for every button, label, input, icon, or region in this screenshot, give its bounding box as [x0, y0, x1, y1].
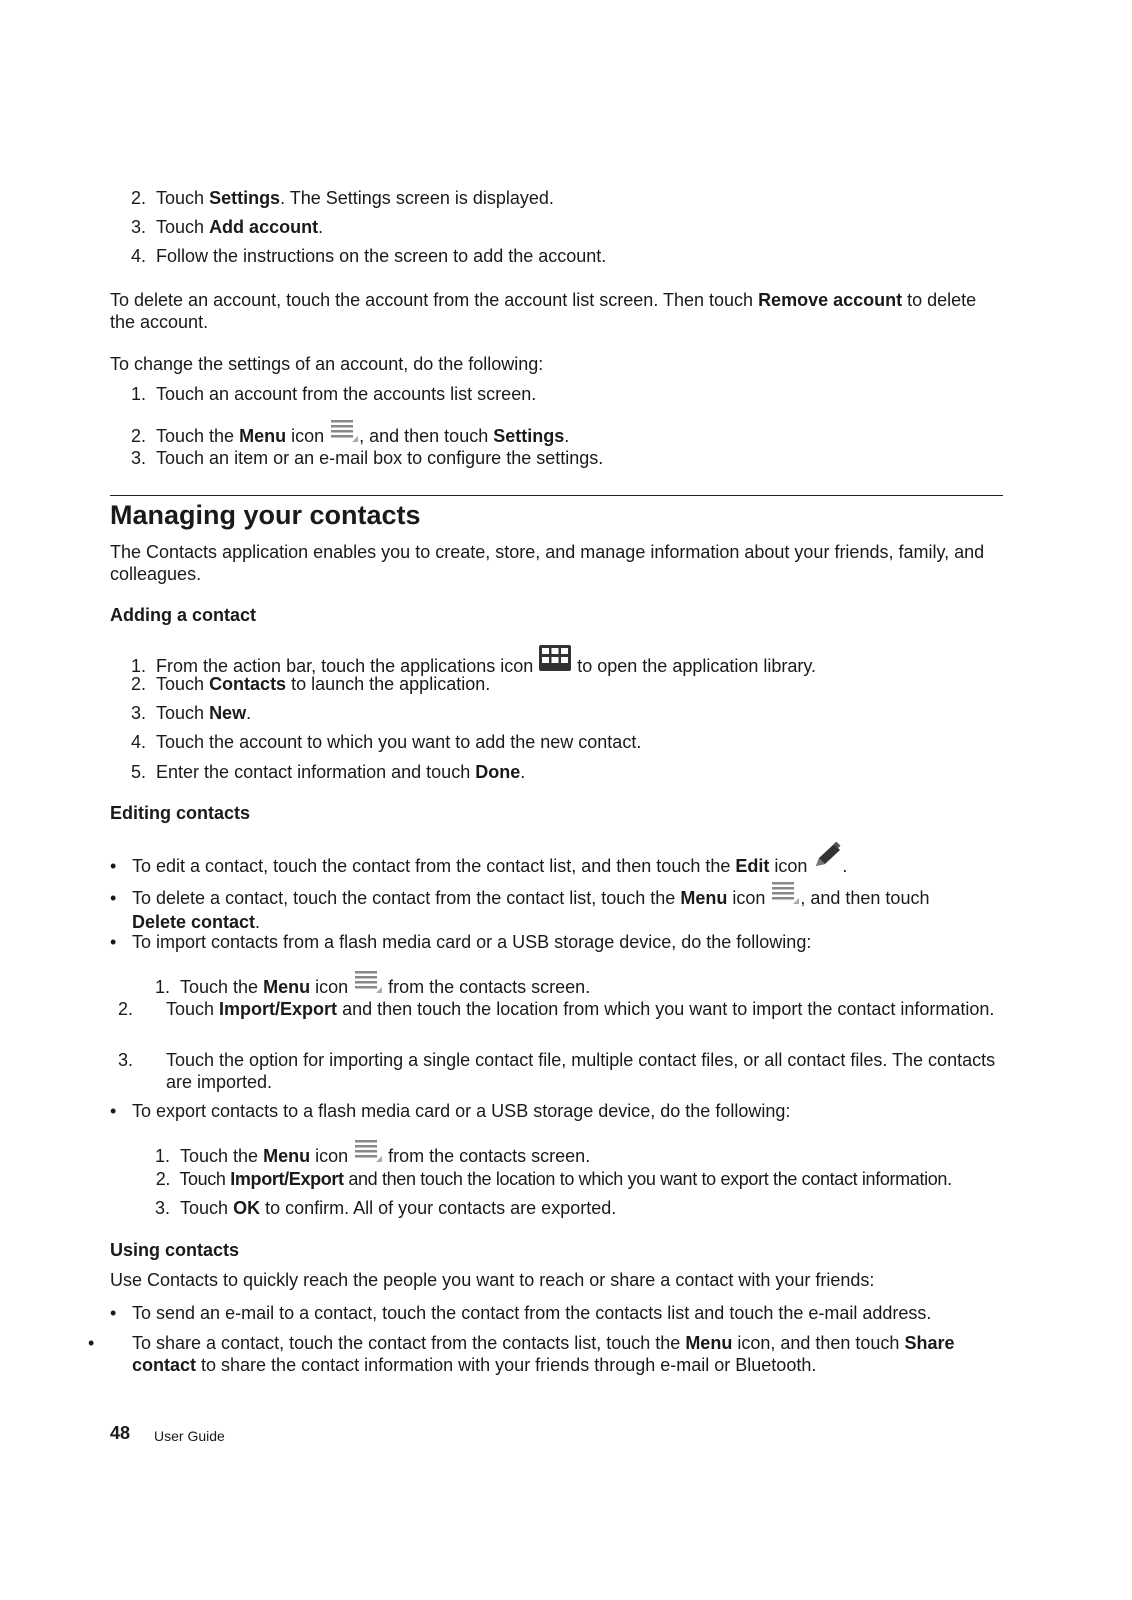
- export-step-1: 1. Touch the Menu icon from the contacts screen.: [110, 1138, 590, 1169]
- editing-bullet-delete: • To delete a contact, touch the contact from the contact list, touch the Menu icon , and then touch Delete contact.: [110, 880, 970, 933]
- using-contacts-heading: Using contacts: [110, 1240, 240, 1260]
- change-settings-intro: To change the settings of an account, do the following:: [110, 354, 544, 374]
- import-step-1: 1. Touch the Menu icon from the contacts screen.: [110, 969, 590, 1000]
- menu-icon: [353, 969, 383, 1000]
- menu-icon: [353, 1138, 383, 1169]
- applications-icon: [538, 644, 572, 677]
- delete-account-paragraph: To delete an account, touch the account from the account list screen. Then touch Remove account to delete the account.: [110, 290, 977, 332]
- footer-label: User Guide: [154, 1428, 225, 1444]
- adding-step-2: 2. Touch Contacts to launch the application.: [130, 674, 491, 694]
- section-intro: The Contacts application enables you to create, store, and manage information about your friends, family, and colleagues.: [110, 542, 985, 584]
- section-divider: [110, 495, 1003, 496]
- account-step-3: 3. Touch Add account.: [130, 217, 324, 237]
- editing-contacts-heading: Editing contacts: [110, 803, 251, 823]
- menu-icon: [770, 880, 800, 911]
- adding-step-3: 3. Touch New.: [130, 703, 252, 723]
- editing-bullet-edit: • To edit a contact, touch the contact from the contact list, and then touch the Edit icon .: [110, 842, 847, 877]
- adding-step-5: 5. Enter the contact information and touch Done.: [130, 762, 526, 782]
- import-step-2: 2. Touch Import/Export and then touch the location from which you want to import the contact information.: [118, 999, 995, 1019]
- using-bullet-share: • To share a contact, touch the contact from the contacts list, touch the Menu icon, and then touch Share contact to share the contact information with your friends through e-mail or Bluetooth.: [88, 1333, 955, 1375]
- menu-icon: [329, 418, 359, 449]
- change-step-2: 2. Touch the Menu icon , and then touch Settings.: [110, 418, 569, 449]
- export-step-3: 3. Touch OK to confirm. All of your contacts are exported.: [154, 1198, 617, 1218]
- adding-contact-heading: Adding a contact: [110, 605, 257, 625]
- change-step-1: 1. Touch an account from the accounts list screen.: [130, 384, 537, 404]
- export-step-2: 2. Touch Import/Export and then touch the location to which you want to export the contact information.: [155, 1169, 952, 1189]
- editing-bullet-export: • To export contacts to a flash media card or a USB storage device, do the following:: [110, 1101, 791, 1121]
- adding-step-1: 1. From the action bar, touch the applications icon to open the application library.: [110, 644, 816, 677]
- change-step-3: 3. Touch an item or an e-mail box to configure the settings.: [130, 448, 604, 468]
- section-title: Managing your contacts: [110, 500, 421, 530]
- import-step-3: 3. Touch the option for importing a single contact file, multiple contact files, or all contact files. The contacts are imported.: [118, 1050, 996, 1092]
- adding-step-4: 4. Touch the account to which you want to add the new contact.: [130, 732, 642, 752]
- account-step-2: 2. Touch Settings. The Settings screen is displayed.: [130, 188, 554, 208]
- account-step-4: 4. Follow the instructions on the screen to add the account.: [130, 246, 607, 266]
- using-bullet-email: • To send an e-mail to a contact, touch the contact from the contacts list and touch the e-mail address.: [110, 1303, 932, 1323]
- editing-bullet-import: • To import contacts from a flash media card or a USB storage device, do the following:: [110, 932, 812, 952]
- using-contacts-intro: Use Contacts to quickly reach the people you want to reach or share a contact with your friends:: [110, 1270, 875, 1290]
- edit-pencil-icon: [812, 842, 842, 875]
- page-number: 48: [110, 1423, 131, 1443]
